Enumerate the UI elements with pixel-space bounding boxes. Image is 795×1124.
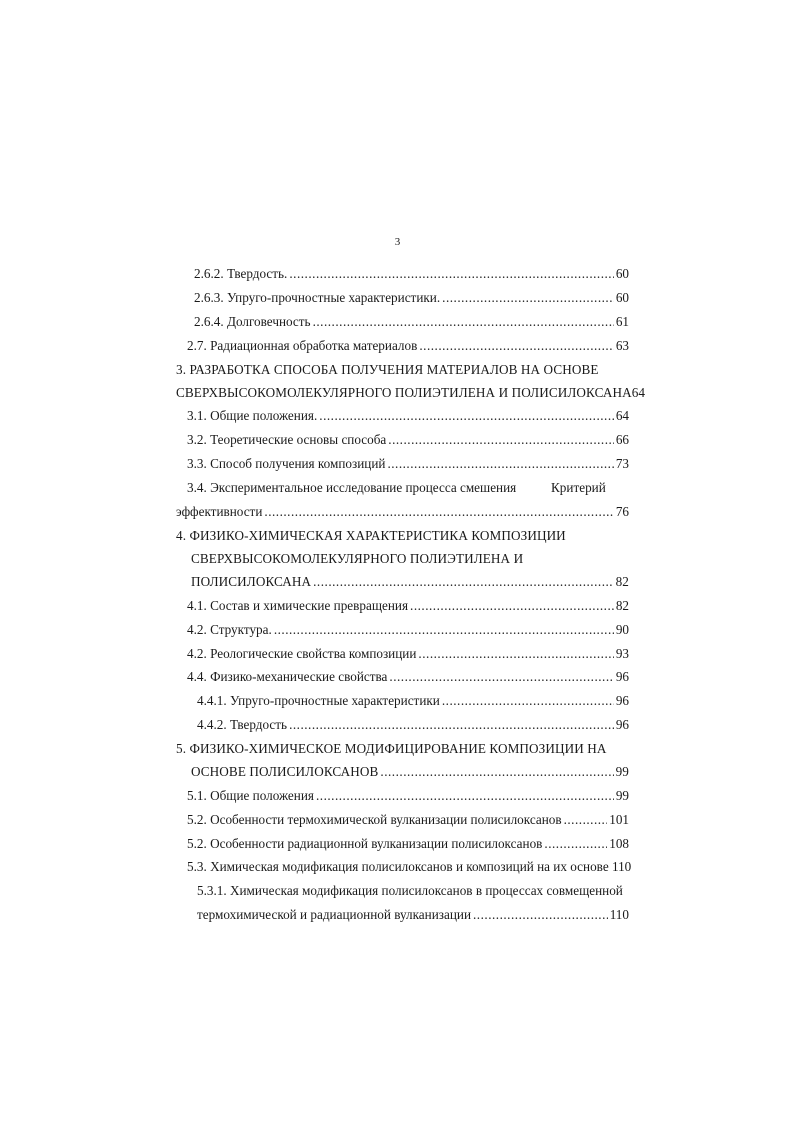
toc-entry-page: 90	[615, 622, 629, 637]
toc-entry	[187, 455, 629, 473]
toc-entry	[191, 573, 629, 591]
toc-entry	[191, 763, 629, 781]
toc-leader-dots	[274, 621, 614, 639]
toc-chapter-heading: 5. ФИЗИКО-ХИМИЧЕСКОЕ МОДИФИЦИРОВАНИЕ КОМПОЗИЦИИ НА	[176, 741, 607, 756]
toc-leader-dots	[442, 289, 614, 307]
toc-entry-title: 4.4.1. Упруго-прочностные характеристики	[197, 693, 440, 708]
toc-chapter-heading: 3. РАЗРАБОТКА СПОСОБА ПОЛУЧЕНИЯ МАТЕРИАЛОВ НА ОСНОВЕ	[176, 362, 599, 377]
toc-entry	[187, 811, 629, 829]
toc-leader-dots	[319, 407, 614, 425]
toc-chapter-heading: СВЕРХВЫСОКОМОЛЕКУЛЯРНОГО ПОЛИЭТИЛЕНА И	[191, 551, 524, 566]
toc-entry-title: 4.2. Реологические свойства композиции	[187, 646, 417, 661]
toc-entry-title: 4.4. Физико-механические свойства	[187, 669, 388, 684]
toc-entry	[187, 337, 629, 355]
toc-leader-dots	[442, 692, 614, 710]
toc-leader-dots	[544, 835, 607, 853]
toc-entry	[187, 431, 629, 449]
toc-entry	[187, 621, 629, 639]
toc-leader-dots	[564, 811, 608, 829]
toc-entry	[187, 597, 629, 615]
toc-chapter-heading: СВЕРХВЫСОКОМОЛЕКУЛЯРНОГО ПОЛИЭТИЛЕНА И ПОЛИСИЛОКСАНА64	[176, 385, 646, 400]
toc-leader-dots	[380, 763, 613, 781]
toc-entry-page: 110	[609, 907, 629, 922]
toc-entry-page: 93	[615, 646, 629, 661]
toc-entry	[194, 289, 629, 307]
toc-entry-title: 4.1. Состав и химические превращения	[187, 598, 409, 613]
toc-entry-page: 76	[615, 504, 629, 519]
toc-entry-page: 66	[615, 432, 629, 447]
toc-entry-title: 3.4. Экспериментальное исследование процесса смешения	[187, 480, 517, 495]
toc-entry-title: 2.7. Радиационная обработка материалов	[187, 338, 418, 353]
toc-leader-dots	[418, 645, 613, 663]
toc-entry-title: 5.2. Особенности термохимической вулканизации полисилоксанов	[187, 812, 562, 827]
toc-entry	[197, 716, 629, 734]
toc-entry-page: 99	[615, 788, 629, 803]
toc-entry-title: 3.3. Способ получения композиций	[187, 456, 386, 471]
toc-entry	[194, 265, 629, 283]
toc-entry-page: 82	[615, 574, 629, 589]
toc-leader-dots	[388, 431, 614, 449]
toc-entry-title: 5.1. Общие положения	[187, 788, 314, 803]
toc-entry-page: 82	[615, 598, 629, 613]
toc-entry-title-continuation: Критерий	[551, 480, 606, 495]
toc-entry-page: 99	[615, 764, 629, 779]
toc-entry-title: 3.2. Теоретические основы способа	[187, 432, 387, 447]
toc-entry-title: 5.2. Особенности радиационной вулканизации полисилоксанов	[187, 836, 543, 851]
toc-entry-title: 3.1. Общие положения.	[187, 408, 318, 423]
toc-entry-title: ПОЛИСИЛОКСАНА	[191, 574, 312, 589]
toc-leader-dots	[419, 337, 613, 355]
toc-entry-title: 4.2. Структура.	[187, 622, 272, 637]
toc-entry-page: 60	[615, 290, 629, 305]
toc-leader-dots	[316, 787, 614, 805]
toc-entry-title: ОСНОВЕ ПОЛИСИЛОКСАНОВ	[191, 764, 379, 779]
toc-entry	[187, 835, 629, 853]
toc-leader-dots	[410, 597, 614, 615]
toc-entry-title: 5.3. Химическая модификация полисилоксанов и композиций на их основе 110	[187, 859, 632, 874]
toc-chapter-heading: 4. ФИЗИКО-ХИМИЧЕСКАЯ ХАРАКТЕРИСТИКА КОМПОЗИЦИИ	[176, 528, 566, 543]
toc-entry-title: эффективности	[176, 504, 263, 519]
page-number: 3	[394, 236, 401, 248]
toc-entry	[197, 906, 629, 924]
toc-leader-dots	[264, 503, 613, 521]
toc-entry-page: 96	[615, 693, 629, 708]
toc-entry	[194, 313, 629, 331]
toc-entry	[197, 692, 629, 710]
toc-entry-title: 2.6.4. Долговечность	[194, 314, 311, 329]
toc-entry-page: 63	[615, 338, 629, 353]
toc-entry-title: 4.4.2. Твердость	[197, 717, 288, 732]
toc-leader-dots	[389, 668, 613, 686]
toc-entry-title: 2.6.3. Упруго-прочностные характеристики.	[194, 290, 441, 305]
toc-leader-dots	[473, 906, 608, 924]
toc-entry-page: 101	[609, 812, 629, 827]
toc-leader-dots	[387, 455, 613, 473]
toc-entry-title: термохимической и радиационной вулканизации	[197, 907, 471, 922]
toc-entry-page: 73	[615, 456, 629, 471]
toc-entry	[187, 645, 629, 663]
toc-entry-page: 108	[609, 836, 629, 851]
toc-leader-dots	[289, 265, 613, 283]
toc-entry-title: 2.6.2. Твердость.	[194, 266, 288, 281]
toc-entry-page: 61	[615, 314, 629, 329]
toc-entry-page: 64	[615, 408, 629, 423]
toc-entry-page: 60	[615, 266, 629, 281]
toc-entry	[187, 787, 629, 805]
toc-entry	[187, 668, 629, 686]
toc-leader-dots	[289, 716, 614, 734]
toc-entry-page: 96	[615, 669, 629, 684]
toc-entry-title: 5.3.1. Химическая модификация полисилоксанов в процессах совмещенной	[197, 883, 623, 898]
toc-entry	[187, 407, 629, 425]
toc-entry-page: 96	[615, 717, 629, 732]
toc-leader-dots	[313, 313, 614, 331]
toc-leader-dots	[313, 573, 613, 591]
toc-entry	[176, 503, 629, 521]
